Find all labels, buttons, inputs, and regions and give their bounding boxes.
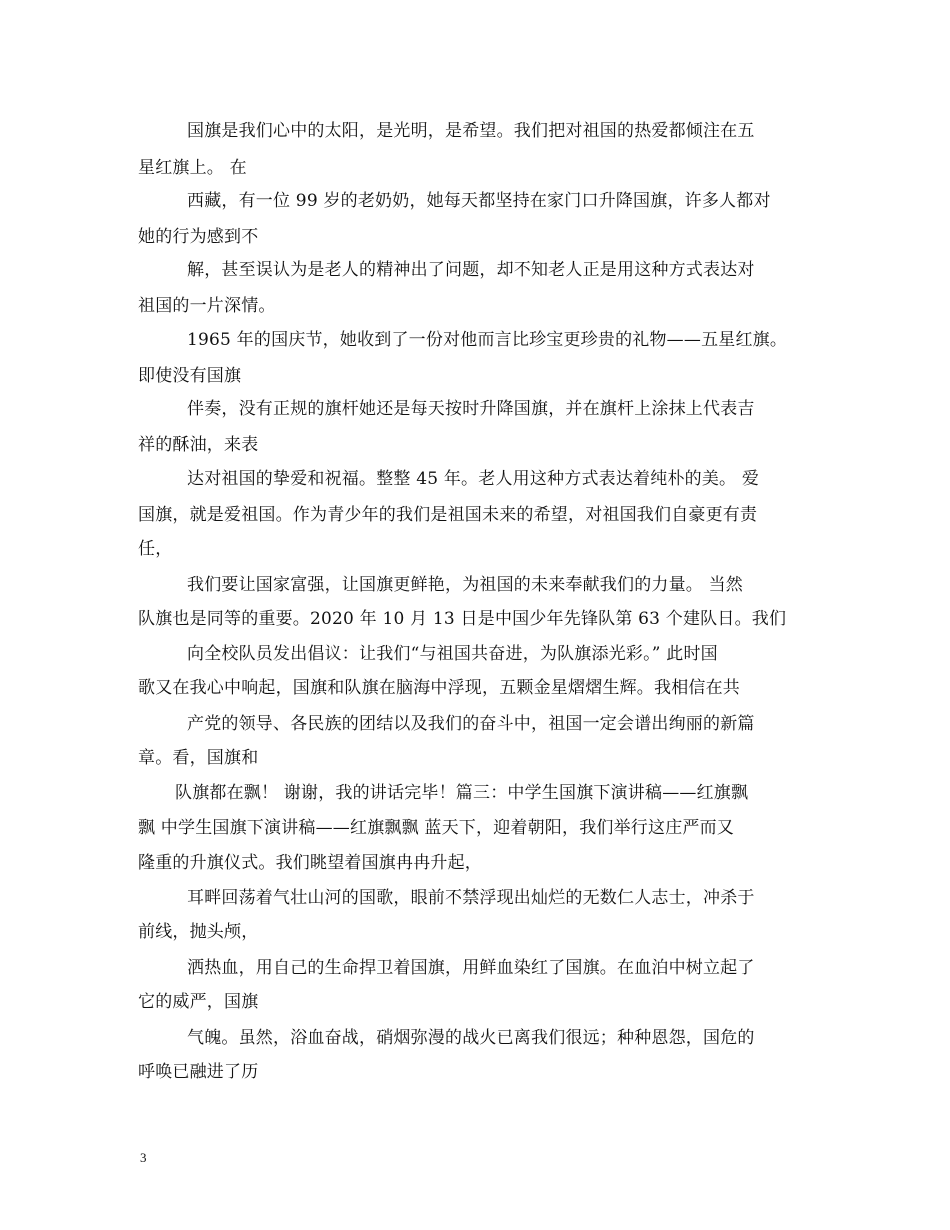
text-line: 气魄。虽然，浴血奋战，硝烟弥漫的战火已离我们很远；种种恩怨，国危的 (187, 1028, 755, 1048)
text-line: 即使没有国旗 (138, 366, 242, 386)
text-line: 国旗是我们心中的太阳，是光明，是希望。我们把对祖国的热爱都倾注在五 (187, 121, 755, 141)
text-line: 隆重的升旗仪式。我们眺望着国旗冉冉升起， (138, 853, 482, 873)
text-line: 向全校队员发出倡议：让我们“与祖国共奋进，为队旗添光彩。” 此时国 (187, 644, 718, 664)
text-line: 祥的酥油，来表 (138, 435, 259, 455)
text-line: 歌又在我心中响起，国旗和队旗在脑海中浮现，五颗金星熠熠生辉。我相信在共 (138, 678, 740, 698)
text-line: 西藏，有一位 99 岁的老奶奶，她每天都坚持在家门口升降国旗，许多人都对 (187, 191, 771, 211)
text-line: 队旗也是同等的重要。2020 年 10 月 13 日是中国少年先锋队第 63 个建队日。我们 (138, 609, 787, 629)
text-line: 飘 中学生国旗下演讲稿——红旗飘飘 蓝天下，迎着朝阳，我们举行这庄严而又 (138, 818, 735, 838)
text-line: 达对祖国的挚爱和祝福。整整 45 年。老人用这种方式表达着纯朴的美。 爱 (187, 469, 760, 489)
text-line: 它的威严，国旗 (138, 992, 259, 1012)
text-line: 解，甚至误认为是老人的精神出了问题，却不知老人正是用这种方式表达对 (187, 260, 755, 280)
text-line: 国旗，就是爱祖国。作为青少年的我们是祖国未来的希望，对祖国我们自豪更有责 (138, 505, 758, 525)
text-line: 我们要让国家富强，让国旗更鲜艳，为祖国的未来奉献我们的力量。 当然 (187, 575, 744, 595)
text-line: 洒热血，用自己的生命捍卫着国旗，用鲜血染红了国旗。在血泊中树立起了 (187, 958, 755, 978)
text-line: 星红旗上。 在 (138, 158, 247, 178)
text-line: 呼唤已融进了历 (138, 1062, 259, 1082)
text-line: 1965 年的国庆节，她收到了一份对他而言比珍宝更珍贵的礼物——五星红旗。 (187, 330, 788, 350)
text-line: 任， (138, 539, 173, 559)
text-line: 前线，抛头颅， (138, 922, 259, 942)
text-line: 祖国的一片深情。 (138, 296, 276, 316)
text-line: 伴奏，没有正规的旗杆她还是每天按时升降国旗，并在旗杆上涂抹上代表吉 (187, 399, 755, 419)
text-line: 章。看，国旗和 (138, 748, 259, 768)
text-line: 耳畔回荡着气壮山河的国歌，眼前不禁浮现出灿烂的无数仁人志士，冲杀于 (187, 888, 755, 908)
page-number: 3 (140, 1150, 147, 1165)
text-line: 她的行为感到不 (138, 227, 259, 247)
text-line: 产党的领导、各民族的团结以及我们的奋斗中，祖国一定会谱出绚丽的新篇 (187, 714, 755, 734)
text-line: 队旗都在飘！ 谢谢，我的讲话完毕！篇三：中学生国旗下演讲稿——红旗飘 (175, 783, 749, 803)
